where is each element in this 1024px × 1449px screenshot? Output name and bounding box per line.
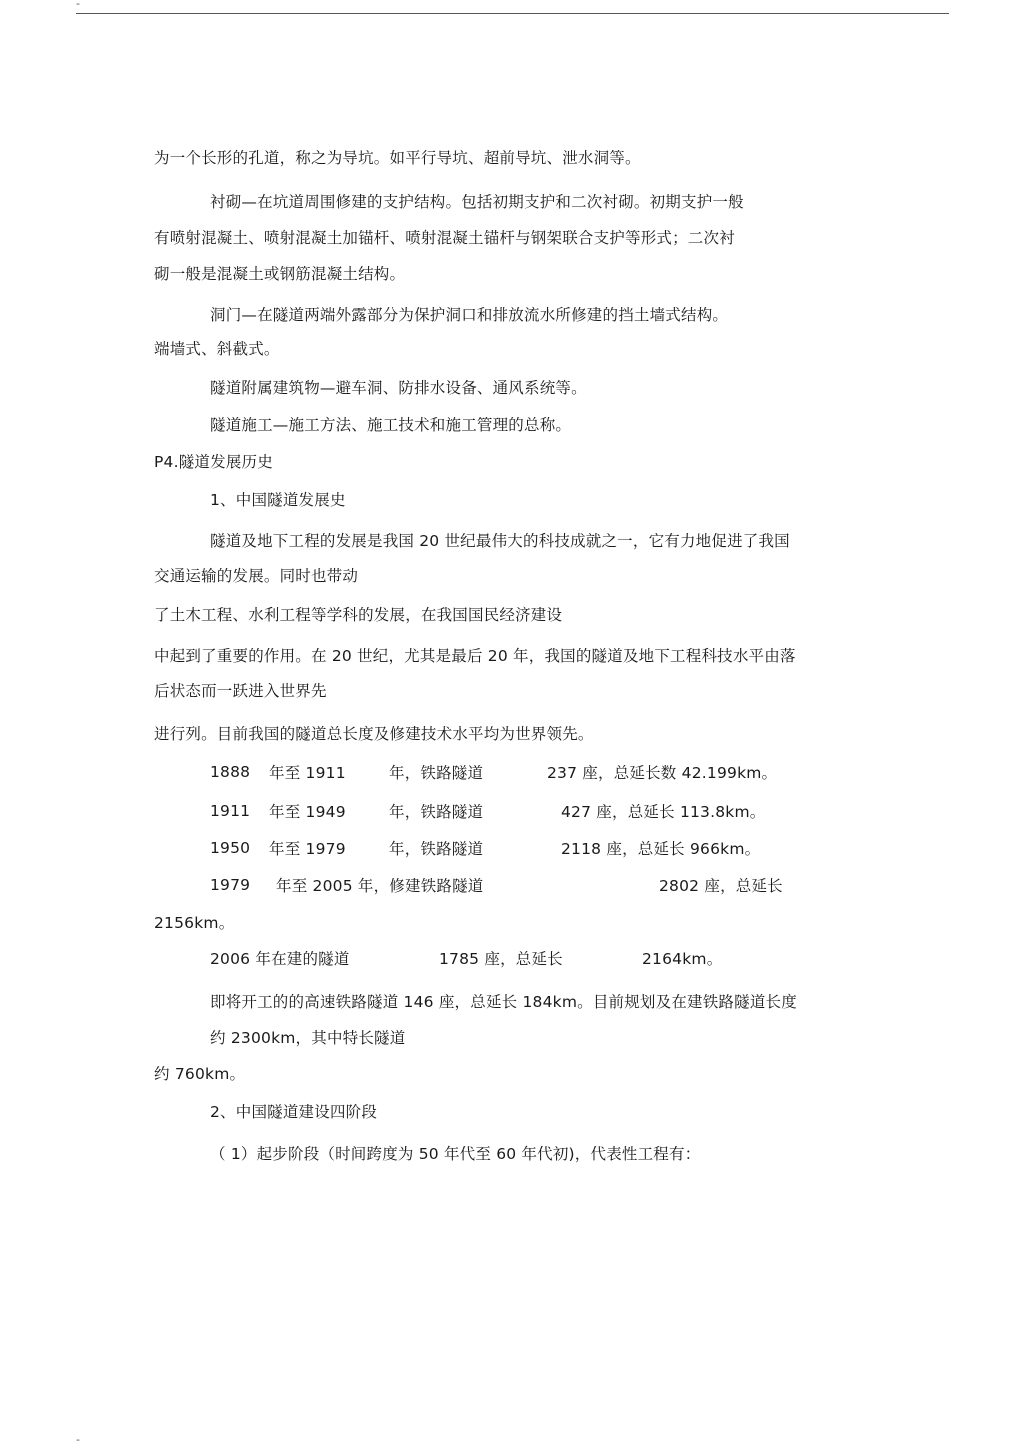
paragraph-portal-line: 洞门—在隧道两端外露部分为保护洞口和排放流水所修建的挡土墙式结构。 [210,306,729,324]
paragraph-line: 即将开工的的高速铁路隧道 146 座，总延长 184km。目前规划及在建铁路隧道长度 [210,993,797,1011]
paragraph-line: 交通运输的发展。同时也带动 [154,567,359,585]
header-rule [76,13,949,14]
paragraph-line: 约 2300km，其中特长隧道 [210,1029,406,1047]
subsection-heading: 1、中国隧道发展史 [210,491,346,509]
paragraph-line: 了土木工程、水利工程等学科的发展，在我国国民经济建设 [154,606,563,624]
document-page: - 为一个长形的孔道，称之为导坑。如平行导坑、超前导坑、泄水洞等。 衬砌—在坑道周围修建的支护结构。包括初期支护和二次衬砌。初期支护一般 有喷射混凝土、喷射混凝土加锚杆、喷射混凝土锚杆与钢架联合支护等形式；二次衬 砌一般是混凝土或钢筋混凝土结构。 洞门—在隧道两端外露部分为保护洞口和排放流水所修建的挡土墙式结构。 端墙式、斜截式。 隧道附属建筑物—避车洞、防排水设备、通风系统等。 隧道施工—施工方法、施工技术和施工管理的总称。 P4.隧道发展历史 1、中国隧道发展史 隧道及地下工程的发展是我国 20 世纪最伟大的科技成就之一，它有力地促进了我国 交通运输的发展。同时也带动 了土木工程、水利工程等学科的发展，在我国国民经济建设 中起到了重要的作用。在 20 世纪，尤其是最后 20 年，我国的隧道及地下工程科技水平由落 后状态而一跃进入世界先 进行列。目前我国的隧道总长度及修建技术水平均为世界领先。 1888 年至 1911 年，铁路隧道 237 座，总延长数 42.199km。 1911 年至 1949 年，铁路隧道 427 座，总延长 113.8km。 1950 年至 1979 年，铁路隧道 2118 座，总延长 966km。 1979 年至 2005 年，修建铁路隧道 2802 座，总延长 2156km。 2006 年在建的隧道 1785 座，总延长 2164km。 即将开工的的高速铁路隧道 146 座，总延长 184km。目前规划及在建铁路隧道长度 约 2300km，其中特长隧道 约 760km。 2、中国隧道建设四阶段 （ 1）起步阶段（时间跨度为 50 年代至 60 年代初)，代表性工程有： - [0,0,1024,1449]
paragraph-line: 端墙式、斜截式。 [154,340,280,358]
paragraph-line: 后状态而一跃进入世界先 [154,682,327,700]
paragraph-line: 为一个长形的孔道，称之为导坑。如平行导坑、超前导坑、泄水洞等。 [154,149,641,167]
subsection-heading: 2、中国隧道建设四阶段 [210,1103,378,1121]
section-heading: P4.隧道发展历史 [154,453,273,471]
paragraph-lining-line: 衬砌—在坑道周围修建的支护结构。包括初期支护和二次衬砌。初期支护一般 [210,193,744,211]
paragraph-line: （ 1）起步阶段（时间跨度为 50 年代至 60 年代初)，代表性工程有： [210,1145,701,1163]
paragraph-line: 进行列。目前我国的隧道总长度及修建技术水平均为世界领先。 [154,725,594,743]
paragraph-ancillary-line: 隧道附属建筑物—避车洞、防排水设备、通风系统等。 [210,379,587,397]
footer-mark: - [76,1433,80,1446]
paragraph-line: 中起到了重要的作用。在 20 世纪，尤其是最后 20 年，我国的隧道及地下工程科技水平由落 [154,647,796,665]
stats-row-continuation: 2156km。 [154,914,235,932]
header-mark: - [76,0,80,10]
paragraph-line: 砌一般是混凝土或钢筋混凝土结构。 [154,265,406,283]
paragraph-line: 有喷射混凝土、喷射混凝土加锚杆、喷射混凝土锚杆与钢架联合支护等形式；二次衬 [154,229,735,247]
paragraph-construction-line: 隧道施工—施工方法、施工技术和施工管理的总称。 [210,416,572,434]
paragraph-line: 约 760km。 [154,1065,246,1083]
paragraph-line: 隧道及地下工程的发展是我国 20 世纪最伟大的科技成就之一，它有力地促进了我国 [210,532,790,550]
